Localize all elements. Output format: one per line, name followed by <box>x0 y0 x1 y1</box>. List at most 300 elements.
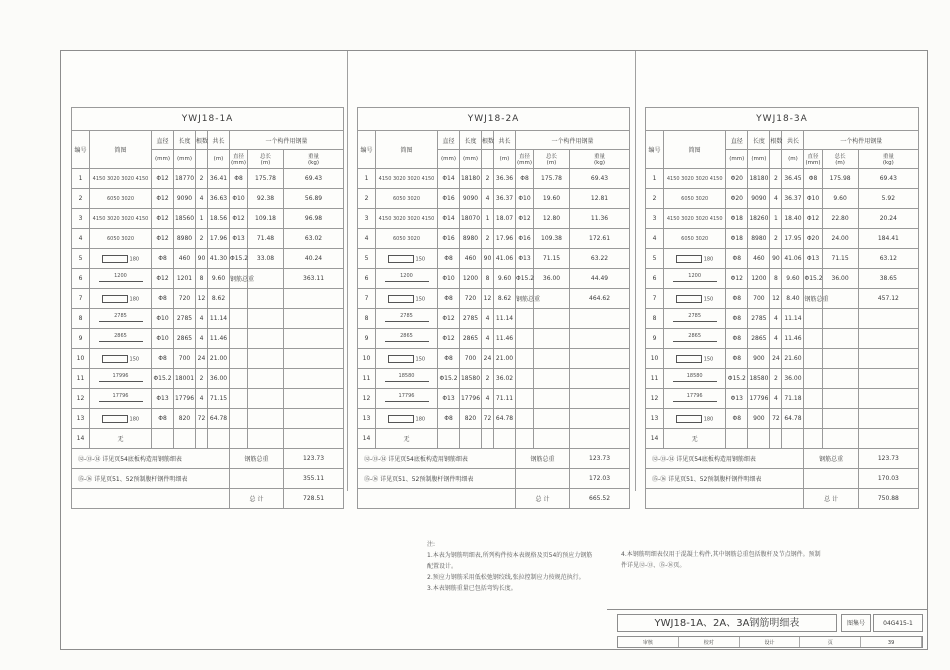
table-row <box>72 189 344 209</box>
table-row <box>358 269 630 289</box>
straight-bar-shape <box>385 333 429 345</box>
row-shape <box>376 409 438 429</box>
row-shape <box>90 409 152 429</box>
header-len: 长度 <box>174 131 196 150</box>
design-cell: 设计 <box>740 637 801 647</box>
table-row <box>358 209 630 229</box>
subheader-cell <box>248 150 284 169</box>
row-num: 4 <box>770 389 782 409</box>
table-row <box>72 389 344 409</box>
row-dia: Φ8 <box>726 329 748 349</box>
row-total: 36.45 <box>782 169 804 189</box>
row-dia: Φ12 <box>152 189 174 209</box>
row-dia <box>726 429 748 449</box>
bent-bar-shape <box>667 216 723 222</box>
table-row <box>358 409 630 429</box>
row-summary-len <box>534 389 570 409</box>
table-row <box>646 229 919 249</box>
header-shape: 简图 <box>376 131 438 169</box>
row-shape <box>376 189 438 209</box>
row-total: 11.14 <box>782 309 804 329</box>
column-divider <box>635 51 636 491</box>
row-summary-dia <box>230 329 248 349</box>
shape-label: 2785 <box>114 312 127 319</box>
row-summary-dia: Φ12 <box>516 209 534 229</box>
table-row <box>646 189 919 209</box>
shape-label: 4150 3020 3020 4150 <box>666 176 723 182</box>
header-total: 共长 <box>782 131 804 150</box>
row-len: 2865 <box>174 329 196 349</box>
row-len: 17796 <box>174 389 196 409</box>
row-no: 4 <box>72 229 90 249</box>
footer-key: 钢筋总重 <box>230 449 284 469</box>
row-shape <box>664 309 726 329</box>
row-summary-len: 12.80 <box>534 209 570 229</box>
row-no: 13 <box>72 409 90 429</box>
stirrup-shape <box>102 355 139 363</box>
unit-cell <box>482 150 494 169</box>
row-summary-weight <box>858 429 918 449</box>
shape-label: 6050 3020 <box>106 236 135 242</box>
row-len: 900 <box>748 349 770 369</box>
row-summary-len: 71.48 <box>248 229 284 249</box>
subheader-cell <box>534 150 570 169</box>
row-num: 12 <box>770 289 782 309</box>
subheader-cell <box>284 150 344 169</box>
row-num: 2 <box>770 369 782 389</box>
shape-label: 2785 <box>400 312 413 319</box>
shape-label: 无 <box>691 436 698 443</box>
row-shape <box>664 389 726 409</box>
footer-key <box>230 469 284 489</box>
stirrup-shape <box>388 355 425 363</box>
subheader-unit: (kg) <box>308 160 319 166</box>
footer-key: 钢筋总重 <box>804 449 858 469</box>
row-summary-len: 71.15 <box>534 249 570 269</box>
row-total: 18.07 <box>494 209 516 229</box>
row-shape <box>376 169 438 189</box>
row-dia: Φ13 <box>438 389 460 409</box>
shape-label: 17796 <box>686 392 703 399</box>
row-num: 2 <box>770 169 782 189</box>
stirrup-shape <box>102 255 139 263</box>
straight-bar-shape <box>385 313 429 325</box>
row-summary-len <box>534 369 570 389</box>
row-summary-len: 71.15 <box>822 249 858 269</box>
row-summary-len <box>822 389 858 409</box>
row-summary-dia: Φ8 <box>230 169 248 189</box>
bent-bar-shape <box>107 236 134 242</box>
row-num: 72 <box>482 409 494 429</box>
subheader-unit: (m) <box>546 160 557 166</box>
bent-bar-shape <box>681 236 708 242</box>
row-summary-weight: 38.65 <box>858 269 918 289</box>
row-no: 12 <box>72 389 90 409</box>
row-no: 5 <box>646 249 664 269</box>
row-no: 9 <box>72 329 90 349</box>
row-dia: Φ12 <box>152 209 174 229</box>
row-summary-weight: 63.02 <box>284 229 344 249</box>
row-dia: Φ12 <box>152 269 174 289</box>
row-summary-weight <box>284 289 344 309</box>
row-len: 720 <box>460 289 482 309</box>
header-num: 根数 <box>196 131 208 150</box>
row-summary-len <box>248 309 284 329</box>
shape-label: 150 <box>415 356 426 362</box>
row-dia: Φ12 <box>438 309 460 329</box>
subheader-cell <box>230 150 248 169</box>
row-len: 17796 <box>460 389 482 409</box>
row-shape <box>664 169 726 189</box>
rebar-table <box>645 107 919 509</box>
table-row <box>358 189 630 209</box>
row-summary-dia <box>230 349 248 369</box>
footer-note: ⑮-⑯ 详见页51、52预制腹杆钢件明细表 <box>72 469 230 489</box>
subheader-unit: (kg) <box>594 160 605 166</box>
row-num: 2 <box>196 229 208 249</box>
footer-note: ⑮-⑯ 详见页51、52预制腹杆钢件明细表 <box>358 469 516 489</box>
straight-bar-shape <box>385 373 429 385</box>
shape-label: 18580 <box>686 372 703 379</box>
row-dia: Φ8 <box>438 349 460 369</box>
row-summary-dia: Φ10 <box>804 189 822 209</box>
table-row <box>358 329 630 349</box>
shape-label: 无 <box>117 436 124 443</box>
row-len: 18260 <box>748 209 770 229</box>
row-total: 18.40 <box>782 209 804 229</box>
row-summary-dia <box>230 289 248 309</box>
table-row <box>72 369 344 389</box>
row-total: 36.02 <box>494 369 516 389</box>
row-summary-len: 109.38 <box>534 229 570 249</box>
notes-heading: 注: <box>427 541 436 548</box>
atlas-label: 图集号 <box>841 614 871 632</box>
row-shape <box>376 369 438 389</box>
row-dia: Φ10 <box>152 309 174 329</box>
row-summary-weight <box>570 409 630 429</box>
header-no: 编号 <box>358 131 376 169</box>
row-summary-weight <box>858 389 918 409</box>
row-no: 7 <box>358 289 376 309</box>
row-total: 36.37 <box>782 189 804 209</box>
unit-cell: (mm) <box>152 150 174 169</box>
straight-bar-shape <box>673 373 717 385</box>
row-summary-len <box>248 409 284 429</box>
row-num: 2 <box>482 369 494 389</box>
row-summary-dia: Φ13 <box>230 229 248 249</box>
subheader-label: 总长 <box>834 154 846 160</box>
row-num: 72 <box>196 409 208 429</box>
title-block <box>607 609 927 650</box>
row-summary-len <box>822 429 858 449</box>
row-no: 12 <box>646 389 664 409</box>
row-dia: Φ8 <box>726 309 748 329</box>
row-len: 18180 <box>460 169 482 189</box>
table-row <box>646 409 919 429</box>
straight-bar-shape <box>99 393 143 405</box>
row-shape <box>664 429 726 449</box>
row-dia: Φ8 <box>726 289 748 309</box>
footer-row <box>358 449 630 469</box>
row-num: 1 <box>482 209 494 229</box>
row-len: 700 <box>748 289 770 309</box>
shape-label: 2865 <box>688 332 702 339</box>
row-dia: Φ15.2 <box>438 369 460 389</box>
straight-bar-shape <box>673 273 717 285</box>
row-no: 6 <box>72 269 90 289</box>
footer-key <box>804 469 858 489</box>
row-summary-weight: 20.24 <box>858 209 918 229</box>
shape-label: 6050 3020 <box>392 196 421 202</box>
straight-bar-shape <box>99 373 143 385</box>
row-summary-dia <box>230 389 248 409</box>
row-summary-dia <box>804 409 822 429</box>
row-len: 1200 <box>460 269 482 289</box>
row-shape <box>376 309 438 329</box>
unit-cell: (mm) <box>460 150 482 169</box>
header-no: 编号 <box>646 131 664 169</box>
table-row <box>646 429 919 449</box>
row-len: 18580 <box>460 369 482 389</box>
bent-bar-shape <box>93 176 149 182</box>
row-summary-dia <box>804 389 822 409</box>
row-total: 21.60 <box>782 349 804 369</box>
row-summary-len: 109.18 <box>248 209 284 229</box>
row-total: 41.06 <box>782 249 804 269</box>
row-no: 3 <box>646 209 664 229</box>
row-shape <box>664 269 726 289</box>
unit-cell: (m) <box>494 150 516 169</box>
row-len: 8980 <box>460 229 482 249</box>
row-summary-dia: Φ15.2 <box>230 249 248 269</box>
shape-label: 180 <box>129 296 140 302</box>
row-dia: Φ20 <box>726 189 748 209</box>
footer-row <box>358 469 630 489</box>
row-summary-dia: 钢筋总重 <box>804 289 822 309</box>
table-row <box>72 249 344 269</box>
row-len: 820 <box>460 409 482 429</box>
row-total: 36.00 <box>208 369 230 389</box>
row-summary-len <box>534 349 570 369</box>
row-summary-weight <box>284 409 344 429</box>
row-len: 18070 <box>460 209 482 229</box>
row-total: 41.30 <box>208 249 230 269</box>
row-len: 1201 <box>174 269 196 289</box>
straight-bar-shape <box>673 313 717 325</box>
shape-label: 1200 <box>400 272 413 279</box>
row-num: 12 <box>482 289 494 309</box>
row-total: 11.46 <box>494 329 516 349</box>
column-divider <box>347 51 348 491</box>
row-total: 71.15 <box>208 389 230 409</box>
row-shape <box>90 369 152 389</box>
footer-key: 总 计 <box>804 489 858 509</box>
note-line: 2.预应力钢筋采用低松弛钢绞线,张拉控制应力按规范执行。 <box>427 574 585 581</box>
row-summary-dia: Φ15.2 <box>516 269 534 289</box>
row-total: 17.95 <box>782 229 804 249</box>
bent-bar-shape <box>393 196 420 202</box>
footer-row <box>646 489 919 509</box>
shape-label: 17796 <box>112 392 129 399</box>
bent-bar-shape <box>681 196 708 202</box>
row-dia: Φ8 <box>438 289 460 309</box>
row-num: 2 <box>482 169 494 189</box>
shape-label: 150 <box>129 356 140 362</box>
row-summary-dia: Φ12 <box>230 209 248 229</box>
row-total: 9.60 <box>494 269 516 289</box>
row-summary-weight: 5.92 <box>858 189 918 209</box>
shape-label: 180 <box>129 256 140 262</box>
row-len: 2785 <box>460 309 482 329</box>
row-num: 12 <box>196 289 208 309</box>
row-summary-weight: 56.89 <box>284 189 344 209</box>
straight-bar-shape <box>385 273 429 285</box>
row-len: 700 <box>174 349 196 369</box>
shape-label: 4150 3020 3020 4150 <box>378 216 435 222</box>
footer-note <box>72 489 230 509</box>
row-shape <box>90 329 152 349</box>
note-line: 1.本表为钢筋明细表,所列构件按本表规格及页54的预应力钢筋配置设计。 <box>427 552 593 570</box>
row-no: 5 <box>358 249 376 269</box>
row-summary-weight <box>858 349 918 369</box>
row-total: 36.00 <box>782 369 804 389</box>
row-summary-len <box>248 389 284 409</box>
shape-label: 4150 3020 3020 4150 <box>92 176 149 182</box>
footer-row <box>646 449 919 469</box>
row-no: 14 <box>72 429 90 449</box>
row-len: 460 <box>460 249 482 269</box>
footer-value: 355.11 <box>284 469 344 489</box>
footer-key: 钢筋总重 <box>516 449 570 469</box>
row-summary-weight: 69.43 <box>284 169 344 189</box>
row-no: 7 <box>646 289 664 309</box>
header-shape: 简图 <box>664 131 726 169</box>
table-row <box>72 289 344 309</box>
table-row <box>72 269 344 289</box>
row-summary-len <box>534 309 570 329</box>
row-no: 11 <box>72 369 90 389</box>
footer-value: 665.52 <box>570 489 630 509</box>
row-len: 720 <box>174 289 196 309</box>
row-dia <box>438 429 460 449</box>
row-num: 90 <box>770 249 782 269</box>
row-shape <box>376 289 438 309</box>
table-row <box>646 329 919 349</box>
row-num: 8 <box>482 269 494 289</box>
row-no: 8 <box>646 309 664 329</box>
subheader-label: 直径 <box>807 154 819 160</box>
row-total: 36.36 <box>494 169 516 189</box>
shape-label: 2785 <box>688 312 702 319</box>
subheader-cell <box>858 150 918 169</box>
row-dia: Φ15.2 <box>726 369 748 389</box>
row-num: 4 <box>770 309 782 329</box>
footer-value: 750.88 <box>858 489 918 509</box>
shape-label: 150 <box>703 356 714 362</box>
row-len: 8980 <box>174 229 196 249</box>
row-len <box>748 429 770 449</box>
row-len: 9090 <box>748 189 770 209</box>
table-row <box>358 169 630 189</box>
row-dia: Φ8 <box>152 289 174 309</box>
subheader-cell <box>516 150 534 169</box>
footer-key <box>516 469 570 489</box>
row-summary-weight: 172.61 <box>570 229 630 249</box>
subheader-cell <box>822 150 858 169</box>
row-len: 9090 <box>460 189 482 209</box>
row-no: 10 <box>646 349 664 369</box>
row-summary-len: 175.78 <box>534 169 570 189</box>
row-no: 8 <box>72 309 90 329</box>
row-summary-dia <box>516 329 534 349</box>
row-num: 4 <box>196 389 208 409</box>
row-total: 11.14 <box>494 309 516 329</box>
row-no: 1 <box>358 169 376 189</box>
note-line: 3.本表钢筋重量已包括弯钩长度。 <box>427 585 517 592</box>
row-summary-len: 175.78 <box>248 169 284 189</box>
row-num <box>196 429 208 449</box>
row-len: 17796 <box>748 389 770 409</box>
subheader-label: 重量 <box>308 154 320 160</box>
row-summary-weight <box>570 369 630 389</box>
row-summary-weight <box>284 329 344 349</box>
row-num: 2 <box>482 229 494 249</box>
row-shape <box>90 269 152 289</box>
row-len: 18180 <box>748 169 770 189</box>
row-len: 8980 <box>748 229 770 249</box>
shape-label: 4150 3020 3020 4150 <box>378 176 435 182</box>
row-num: 24 <box>770 349 782 369</box>
row-num: 4 <box>482 189 494 209</box>
row-dia: Φ20 <box>726 169 748 189</box>
shape-label: 1200 <box>114 272 127 279</box>
rebar-table <box>357 107 630 509</box>
subheader-label: 重量 <box>594 154 606 160</box>
row-len: 820 <box>174 409 196 429</box>
table-row <box>646 209 919 229</box>
unit-cell: (mm) <box>748 150 770 169</box>
row-dia: Φ14 <box>438 169 460 189</box>
row-total: 9.60 <box>782 269 804 289</box>
row-num: 8 <box>196 269 208 289</box>
row-total <box>494 429 516 449</box>
straight-bar-shape <box>99 273 143 285</box>
row-no: 1 <box>646 169 664 189</box>
row-total: 11.14 <box>208 309 230 329</box>
row-dia: Φ13 <box>726 389 748 409</box>
table-row <box>646 389 919 409</box>
row-total: 64.78 <box>494 409 516 429</box>
row-summary-len: 24.00 <box>822 229 858 249</box>
row-no: 6 <box>646 269 664 289</box>
subheader-unit: (mm) <box>805 160 821 166</box>
footer-value: 172.03 <box>570 469 630 489</box>
bent-bar-shape <box>393 236 420 242</box>
row-total: 8.40 <box>782 289 804 309</box>
row-num <box>482 429 494 449</box>
subheader-label: 总长 <box>545 154 557 160</box>
subheader-unit: (kg) <box>882 160 894 166</box>
row-no: 4 <box>358 229 376 249</box>
shape-label: 4150 3020 3020 4150 <box>92 216 149 222</box>
row-dia: Φ16 <box>438 189 460 209</box>
row-shape <box>376 329 438 349</box>
check-cell: 校对 <box>679 637 740 647</box>
row-total: 41.06 <box>494 249 516 269</box>
shape-label: 2865 <box>114 332 127 339</box>
row-dia: Φ12 <box>726 269 748 289</box>
row-len: 18560 <box>174 209 196 229</box>
